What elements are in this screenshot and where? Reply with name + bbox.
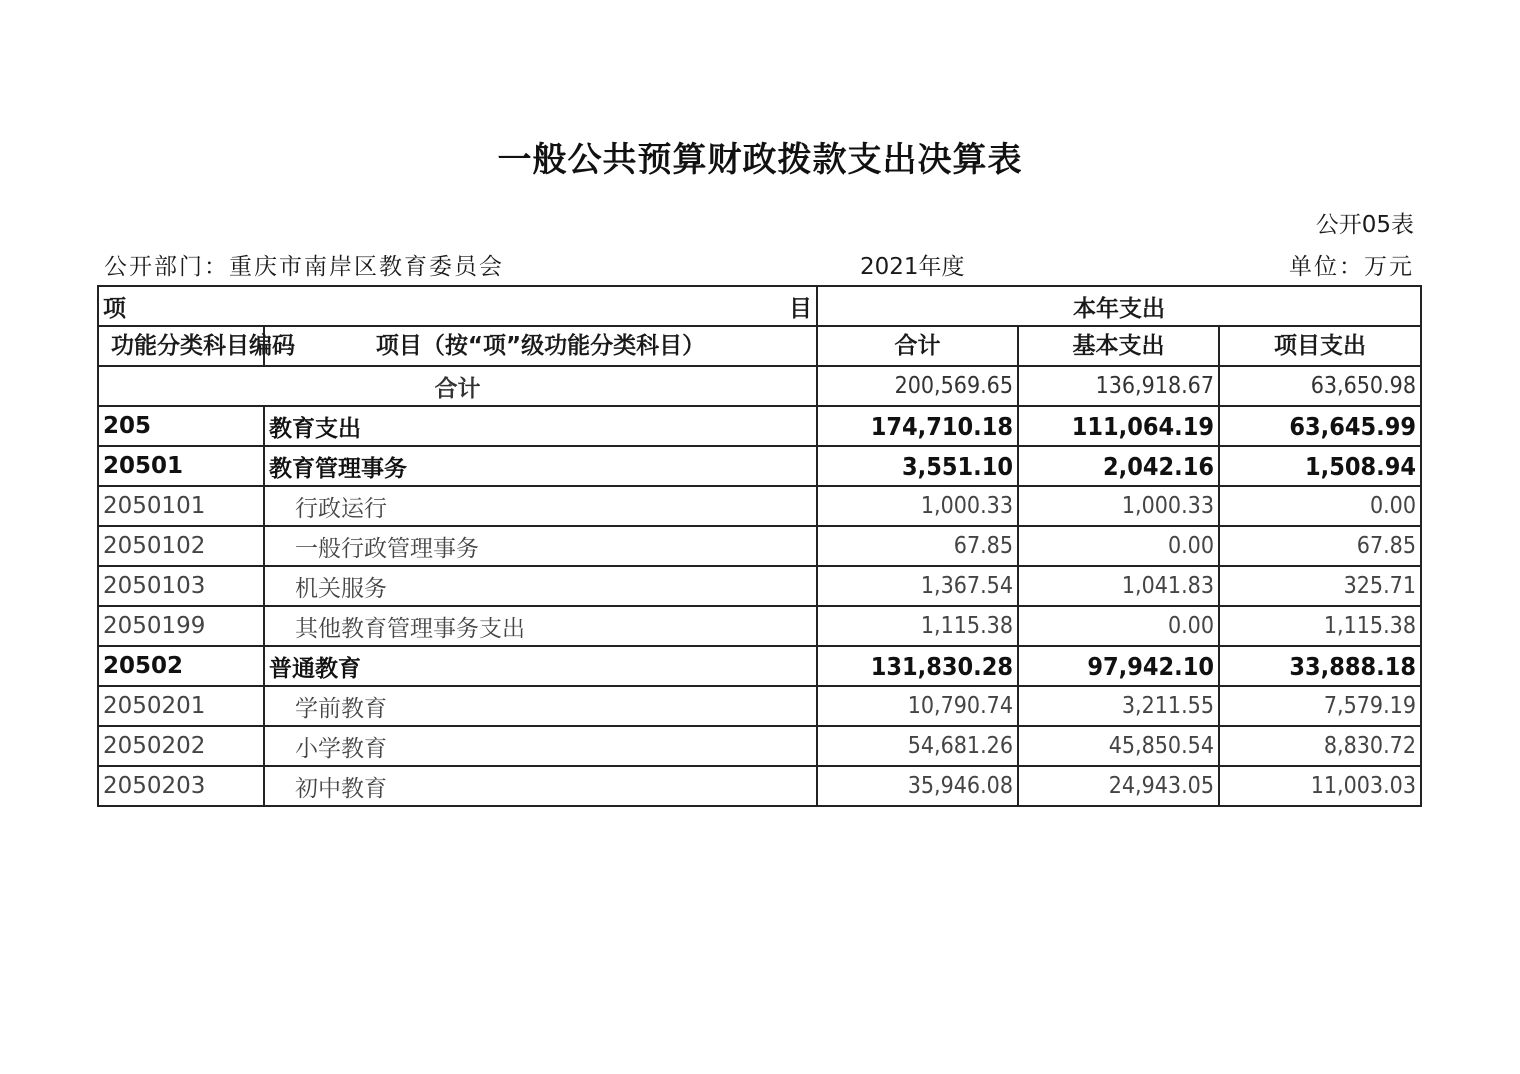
project-column-header: 项目支出 [1219, 326, 1421, 366]
total-row-label: 合计 [98, 366, 817, 406]
header-row-2 [98, 326, 1421, 366]
row-project: 33,888.18 [1219, 646, 1421, 686]
unit-label: 单位：万元 [1289, 254, 1414, 280]
total-column-header: 合计 [817, 326, 1018, 366]
current-year-header: 本年支出 [817, 286, 1421, 326]
row-total: 54,681.26 [817, 726, 1018, 766]
row-total: 3,551.10 [817, 446, 1018, 486]
row-basic: 24,943.05 [1018, 766, 1219, 806]
row-total: 174,710.18 [817, 406, 1018, 446]
total-row-total: 200,569.65 [817, 366, 1018, 406]
row-basic: 97,942.10 [1018, 646, 1219, 686]
table-row [98, 446, 1421, 486]
row-basic: 1,041.83 [1018, 566, 1219, 606]
header-row-1 [98, 286, 1421, 326]
row-code: 2050101 [98, 486, 264, 526]
row-basic: 3,211.55 [1018, 686, 1219, 726]
year-label: 2021年度 [860, 254, 965, 280]
row-total: 35,946.08 [817, 766, 1018, 806]
row-total: 1,115.38 [817, 606, 1018, 646]
page-title: 一般公共预算财政拨款支出决算表 [497, 140, 1023, 180]
row-project: 7,579.19 [1219, 686, 1421, 726]
total-row-basic: 136,918.67 [1018, 366, 1219, 406]
row-code: 2050199 [98, 606, 264, 646]
table-row [98, 566, 1421, 606]
row-project: 325.71 [1219, 566, 1421, 606]
table-row [98, 646, 1421, 686]
row-code: 20502 [98, 646, 264, 686]
row-basic: 45,850.54 [1018, 726, 1219, 766]
row-name: 教育管理事务 [264, 446, 817, 486]
budget-table [97, 285, 1422, 807]
total-row-project: 63,650.98 [1219, 366, 1421, 406]
row-code: 2050103 [98, 566, 264, 606]
row-name: 机关服务 [264, 566, 817, 606]
row-project: 1,508.94 [1219, 446, 1421, 486]
row-code: 2050202 [98, 726, 264, 766]
row-project: 11,003.03 [1219, 766, 1421, 806]
row-total: 1,367.54 [817, 566, 1018, 606]
row-project: 63,645.99 [1219, 406, 1421, 446]
row-code: 2050203 [98, 766, 264, 806]
row-code: 2050102 [98, 526, 264, 566]
row-code: 205 [98, 406, 264, 446]
total-row [98, 366, 1421, 406]
row-project: 8,830.72 [1219, 726, 1421, 766]
row-basic: 1,000.33 [1018, 486, 1219, 526]
row-total: 10,790.74 [817, 686, 1018, 726]
table-row [98, 686, 1421, 726]
row-name: 教育支出 [264, 406, 817, 446]
row-name: 初中教育 [264, 766, 817, 806]
basic-column-header: 基本支出 [1018, 326, 1219, 366]
row-name: 普通教育 [264, 646, 817, 686]
name-column-header: 项目（按“项”级功能分类科目） [264, 326, 817, 366]
row-code: 20501 [98, 446, 264, 486]
row-name: 小学教育 [264, 726, 817, 766]
row-name: 其他教育管理事务支出 [264, 606, 817, 646]
table-row [98, 766, 1421, 806]
row-total: 1,000.33 [817, 486, 1018, 526]
item-header-right: 目 [789, 295, 812, 322]
table-row [98, 526, 1421, 566]
row-project: 1,115.38 [1219, 606, 1421, 646]
form-number: 公开05表 [1315, 212, 1414, 238]
row-name: 学前教育 [264, 686, 817, 726]
code-column-header: 功能分类科目编码 [98, 326, 264, 366]
row-name: 行政运行 [264, 486, 817, 526]
row-project: 0.00 [1219, 486, 1421, 526]
row-basic: 0.00 [1018, 606, 1219, 646]
row-project: 67.85 [1219, 526, 1421, 566]
table-row [98, 406, 1421, 446]
table-row [98, 486, 1421, 526]
table-row [98, 606, 1421, 646]
row-code: 2050201 [98, 686, 264, 726]
item-header-cell [98, 286, 817, 326]
row-basic: 0.00 [1018, 526, 1219, 566]
row-basic: 111,064.19 [1018, 406, 1219, 446]
row-total: 67.85 [817, 526, 1018, 566]
row-name: 一般行政管理事务 [264, 526, 817, 566]
row-total: 131,830.28 [817, 646, 1018, 686]
department-label: 公开部门：重庆市南岸区教育委员会 [104, 254, 504, 280]
item-header-left: 项 [103, 295, 126, 322]
row-basic: 2,042.16 [1018, 446, 1219, 486]
table-row [98, 726, 1421, 766]
